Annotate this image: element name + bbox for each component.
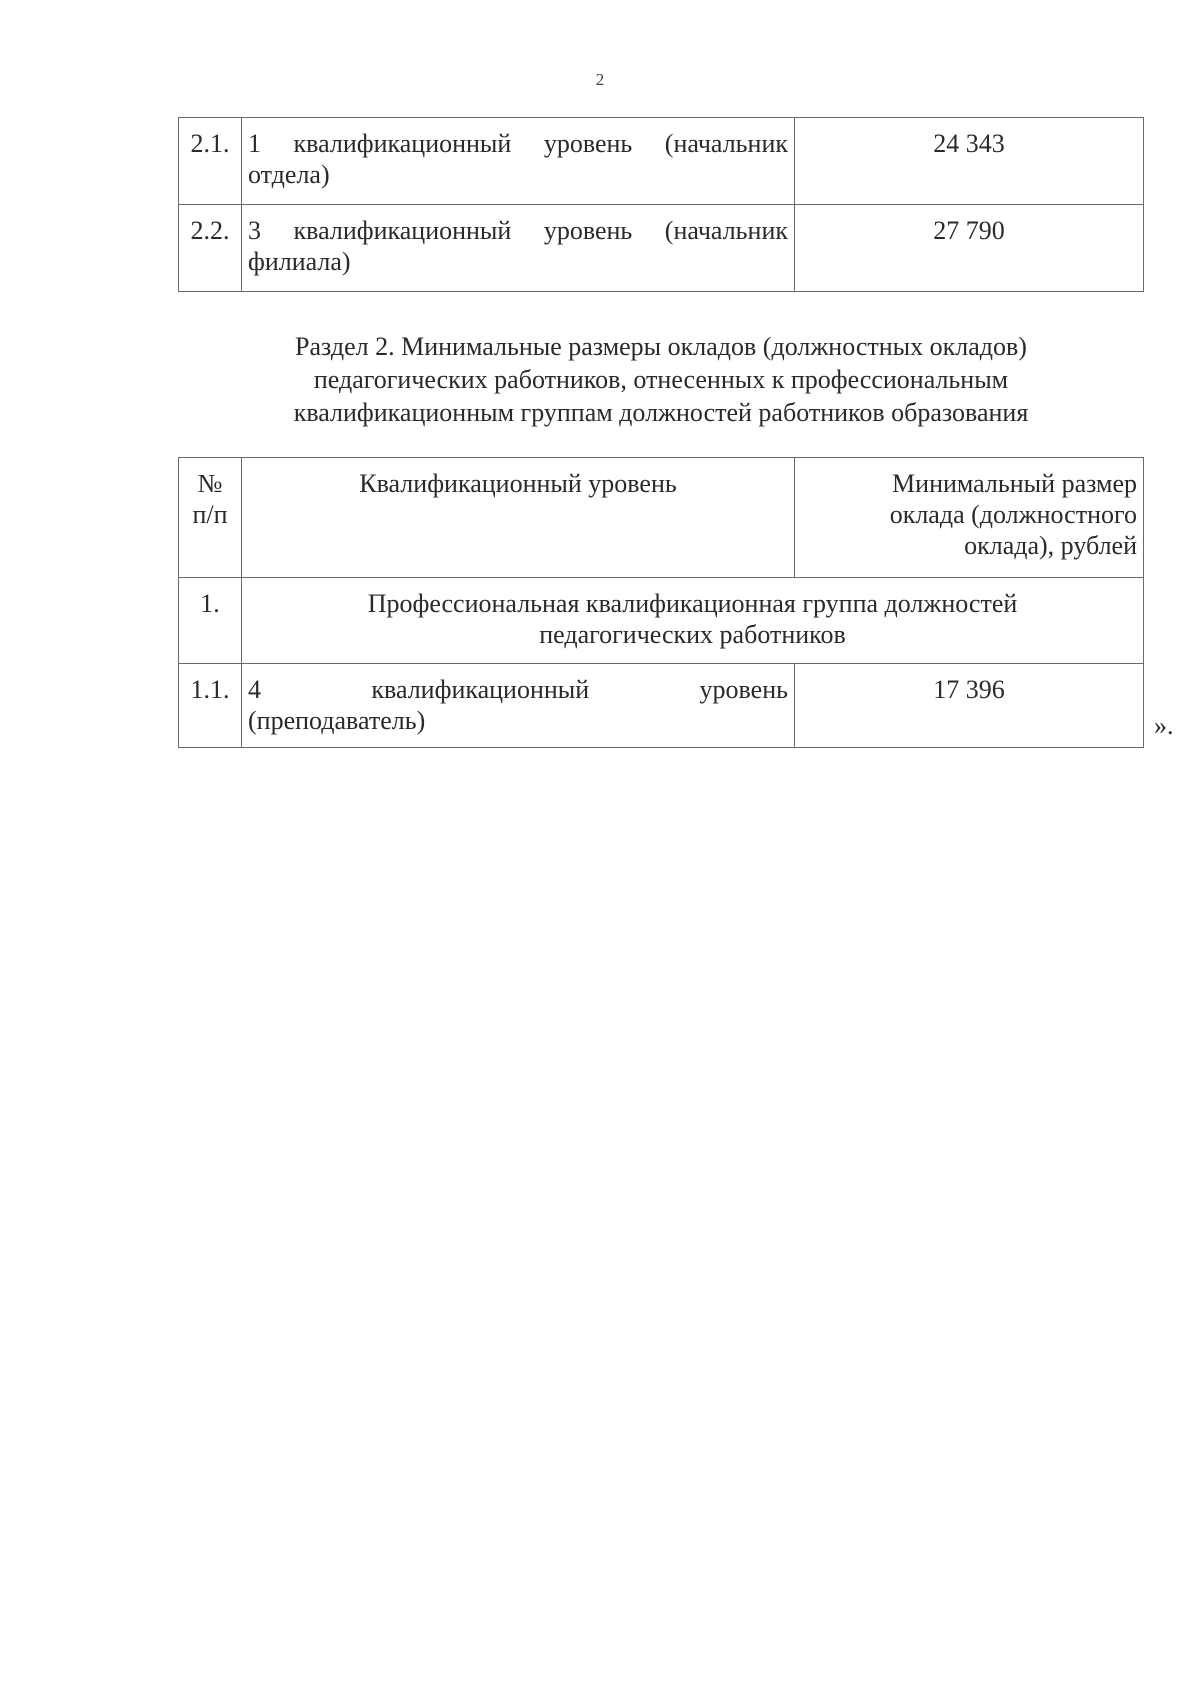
group-number: 1. — [179, 578, 242, 664]
qualification-level-line: 4 квалификационный уровень — [248, 675, 788, 704]
group-title — [242, 578, 1144, 664]
qualification-level-cell — [242, 118, 795, 205]
salary-table-section-1-continued — [178, 117, 1144, 292]
header-min-salary-line: оклада (должностного — [889, 500, 1137, 529]
qualification-level-line: 1 квалификационный уровень (начальник — [248, 129, 788, 158]
salary-value: 17 396 — [795, 664, 1144, 748]
qualification-level-line: отдела) — [248, 160, 330, 189]
table-header-row — [179, 458, 1144, 578]
table-row — [179, 664, 1144, 748]
qualification-level-line: филиала) — [248, 247, 351, 276]
section-title-line: педагогических работников, отнесенных к профессиональным — [313, 365, 1009, 394]
salary-value: 27 790 — [795, 205, 1144, 292]
table-row — [179, 205, 1144, 292]
salary-value: 24 343 — [795, 118, 1144, 205]
closing-quote: ». — [1154, 711, 1174, 740]
header-number-abbr: п/п — [192, 500, 228, 529]
qualification-level-cell — [242, 205, 795, 292]
salary-table-section-2 — [178, 457, 1144, 748]
header-qualification-level: Квалификационный уровень — [242, 458, 795, 578]
header-min-salary-line: оклада), рублей — [964, 531, 1137, 560]
row-number: 1.1. — [179, 664, 242, 748]
header-min-salary — [795, 458, 1144, 578]
table-row — [179, 118, 1144, 205]
section-2-title — [178, 330, 1144, 429]
qualification-level-line: 3 квалификационный уровень (начальник — [248, 216, 788, 245]
section-title-line: квалификационным группам должностей работников образования — [293, 398, 1029, 427]
row-number: 2.2. — [179, 205, 242, 292]
header-min-salary-line: Минимальный размер — [892, 469, 1137, 498]
section-title-line: Раздел 2. Минимальные размеры окладов (должностных окладов) — [295, 332, 1027, 361]
qualification-level-line: (преподаватель) — [248, 706, 426, 735]
page-number: 2 — [595, 70, 605, 89]
header-number-cell — [179, 458, 242, 578]
row-number: 2.1. — [179, 118, 242, 205]
group-row — [179, 578, 1144, 664]
header-number-symbol: № — [197, 469, 223, 498]
qualification-level-cell — [242, 664, 795, 748]
group-title-line: педагогических работников — [539, 620, 846, 649]
group-title-line: Профессиональная квалификационная группа должностей — [367, 589, 1018, 618]
